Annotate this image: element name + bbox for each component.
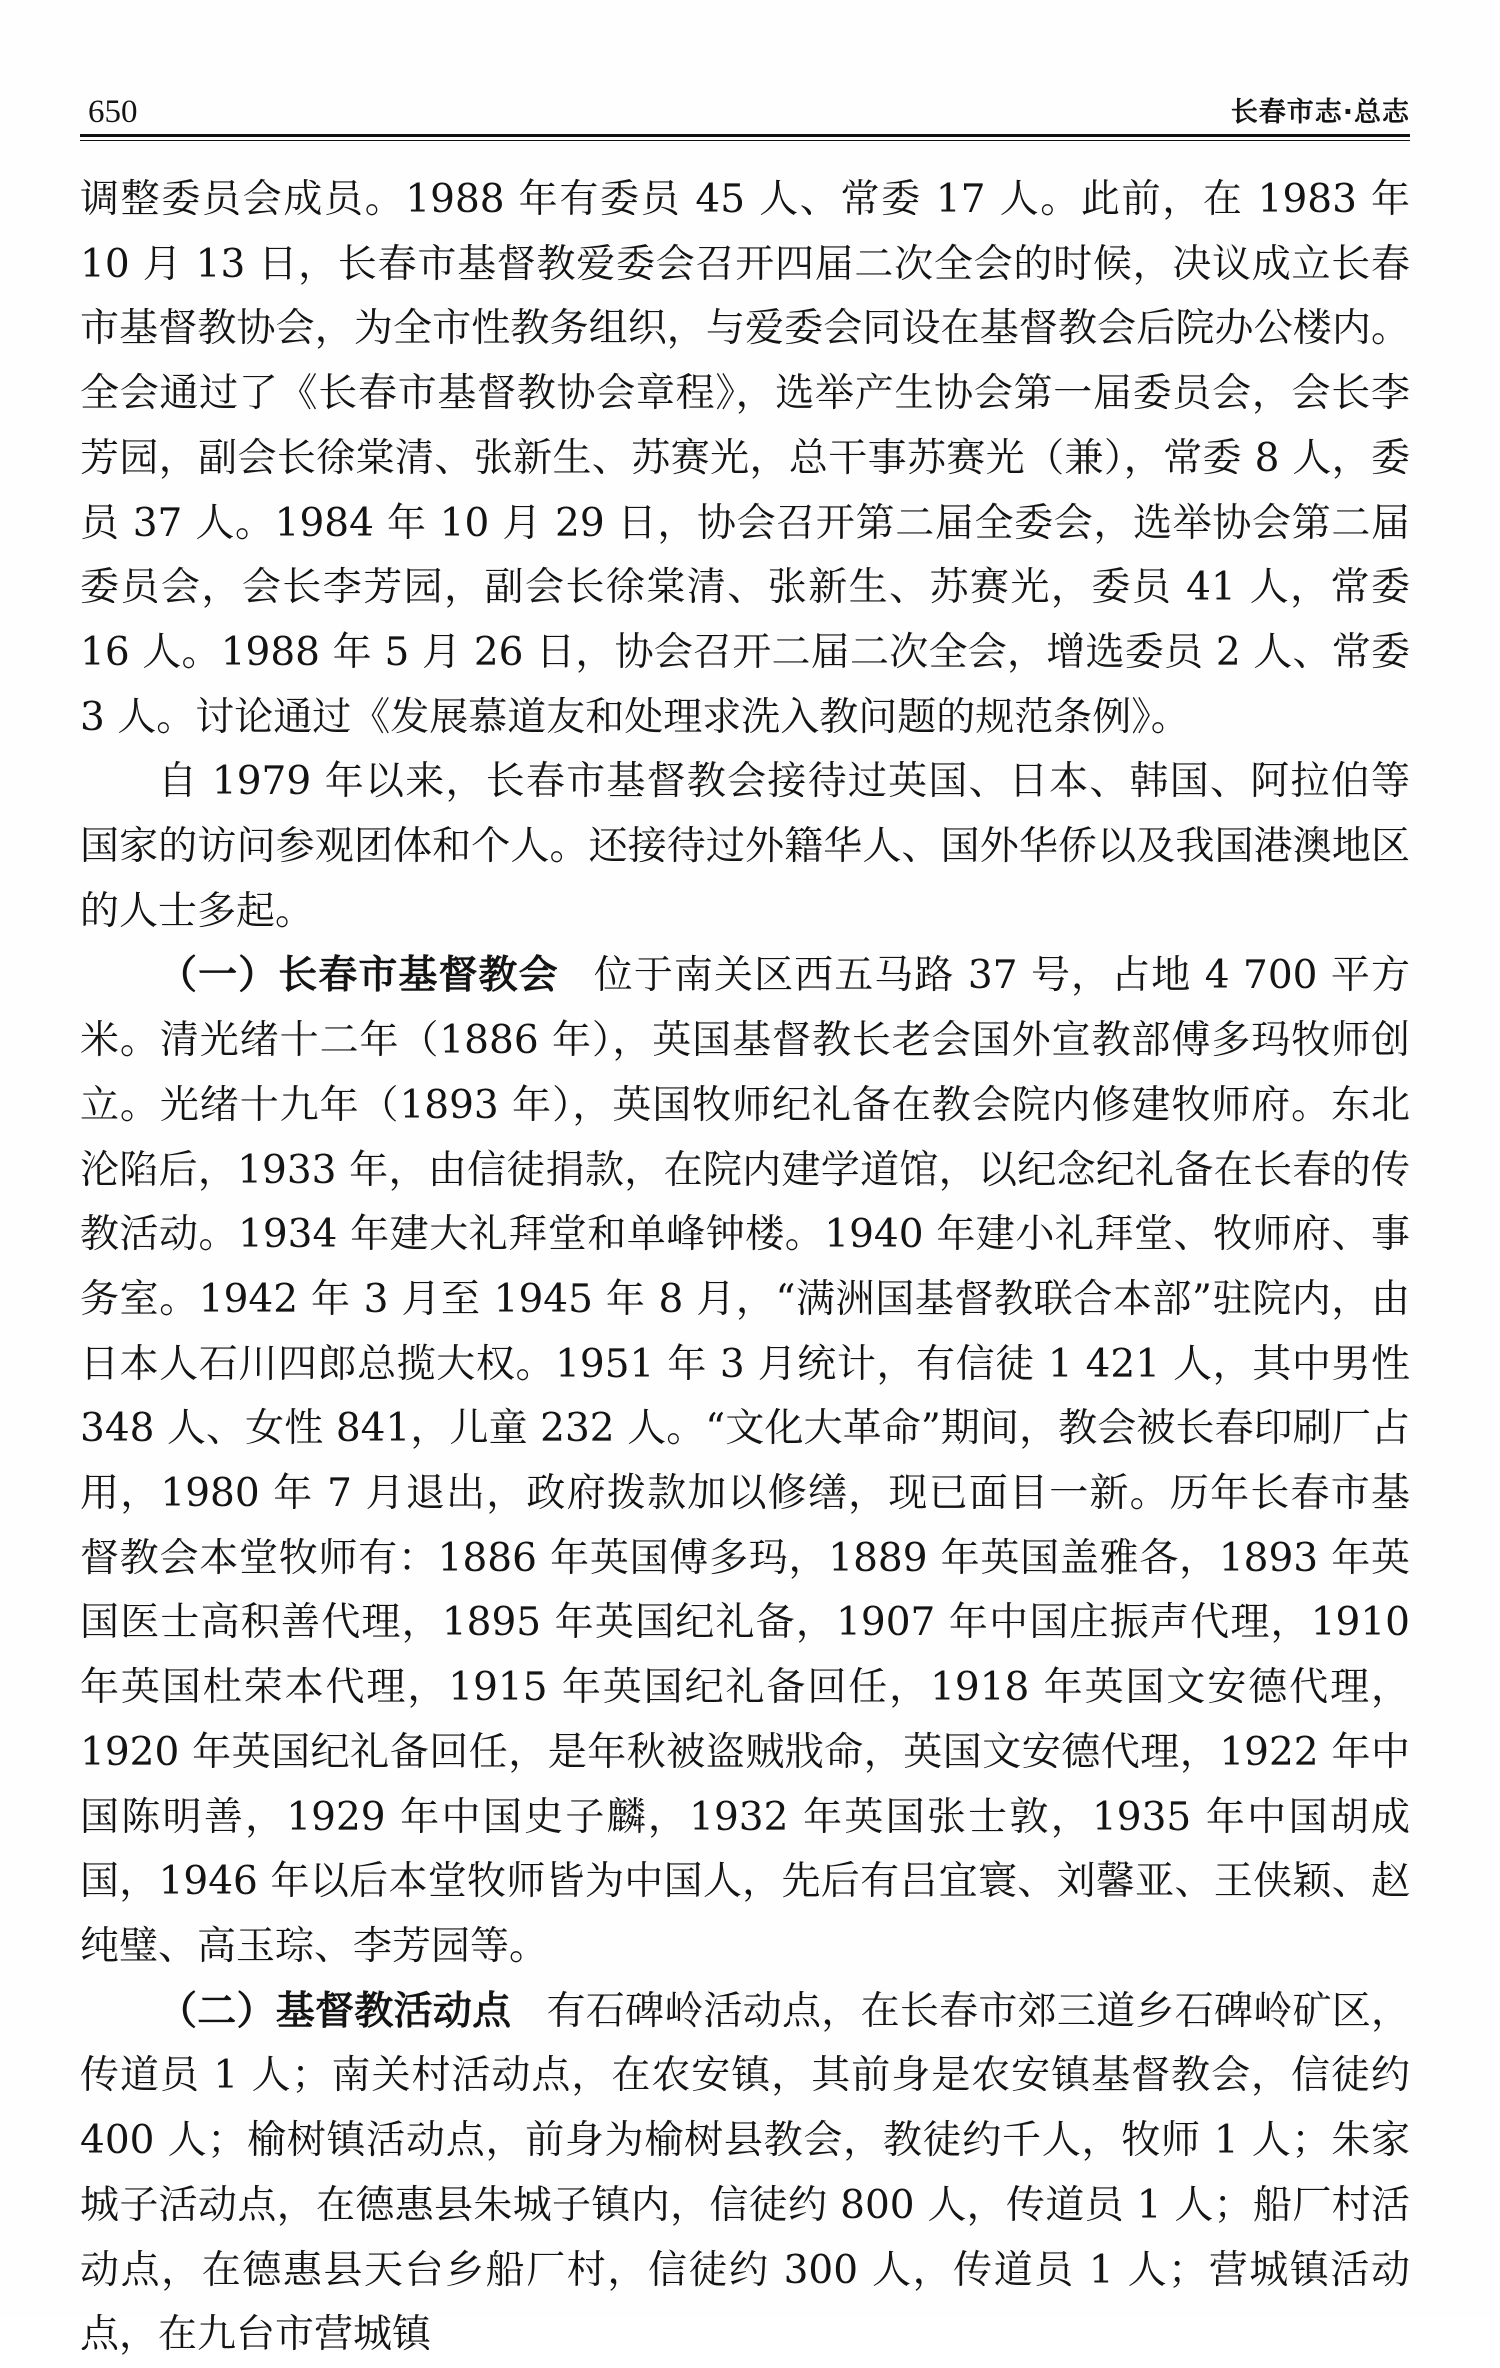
paragraph-text: 自 1979 年以来，长春市基督教会接待过英国、日本、韩国、阿拉伯等国家的访问参观团体和个人。还接待过外籍华人、国外华侨以及我国港澳地区的人士多起。 [80, 759, 1410, 934]
header-rule-thin [80, 140, 1410, 141]
page-number: 650 [88, 94, 138, 130]
body-text [80, 168, 1410, 2368]
paragraph-continued [80, 168, 1410, 750]
running-header [80, 92, 1410, 132]
header-rule-thick [80, 134, 1410, 137]
section-paragraph [80, 944, 1410, 1979]
paragraph-text: 调整委员会成员。1988 年有委员 45 人、常委 17 人。此前，在 1983 年 10 月 13 日，长春市基督教爱委会召开四届二次全会的时候，决议成立长春市基督教协会，为全市性教务组织，与爱委会同设在基督教会后院办公楼内。全会通过了《长春市基督教协会章程》，选举产生协会第一届委员会，会长李芳园，副会长徐棠清、张新生、苏赛光，总干事苏赛光（兼），常委 8 人，委员 37 人。1984 年 10 月 29 日，协会召开第二届全委会，选举协会第二届委员会，会长李芳园，副会长徐棠清、张新生、苏赛光，委员 41 人，常委 16 人。1988 年 5 月 26 日，协会召开二届二次全会，增选委员 2 人、常委 3 人。讨论通过《发展慕道友和处理求洗入教问题的规范条例》。 [80, 177, 1410, 740]
section-paragraph [80, 1980, 1410, 2368]
section-title: （一）长春市基督教会 [158, 953, 559, 999]
paragraph [80, 750, 1410, 944]
book-title: 长春市志·总志 [1230, 97, 1410, 128]
section-title: （二）基督教活动点 [158, 1988, 512, 2034]
paragraph-text: 位于南关区西五马路 37 号，占地 4 700 平方米。清光绪十二年（1886 年），英国基督教长老会国外宣教部傅多玛牧师创立。光绪十九年（1893 年），英国牧师纪礼备在教会院内修建牧师府。东北沦陷后，1933 年，由信徒捐款，在院内建学道馆，以纪念纪礼备在长春的传教活动。1934 年建大礼拜堂和单峰钟楼。1940 年建小礼拜堂、牧师府、事务室。1942 年 3 月至 1945 年 8 月，“满洲国基督教联合本部”驻院内，由日本人石川四郎总揽大权。1951 年 3 月统计，有信徒 1 421 人，其中男性 348 人、女性 841，儿童 232 人。“文化大革命”期间，教会被长春印刷厂占用，1980 年 7 月退出，政府拨款加以修缮，现已面目一新。历年长春市基督教会本堂牧师有：1886 年英国傅多玛，1889 年英国盖雅各，1893 年英国医士高积善代理，1895 年英国纪礼备，1907 年中国庄振声代理，1910 年英国杜荣本代理，1915 年英国纪礼备回任，1918 年英国文安德代理，1920 年英国纪礼备回任，是年秋被盗贼戕命，英国文安德代理，1922 年中国陈明善，1929 年中国史子麟，1932 年英国张士敦，1935 年中国胡成国，1946 年以后本堂牧师皆为中国人，先后有吕宜寰、刘馨亚、王侠颖、赵纯璧、高玉琮、李芳园等。 [80, 953, 1410, 1969]
paragraph-text: 有石碑岭活动点，在长春市郊三道乡石碑岭矿区，传道员 1 人；南关村活动点，在农安镇，其前身是农安镇基督教会，信徒约 400 人；榆树镇活动点，前身为榆树县教会，教徒约千人，牧师 1 人；朱家城子活动点，在德惠县朱城子镇内，信徒约 800 人，传道员 1 人；船厂村活动点，在德惠县天台乡船厂村，信徒约 300 人，传道员 1 人；营城镇活动点，在九台市营城镇 [80, 1988, 1410, 2358]
